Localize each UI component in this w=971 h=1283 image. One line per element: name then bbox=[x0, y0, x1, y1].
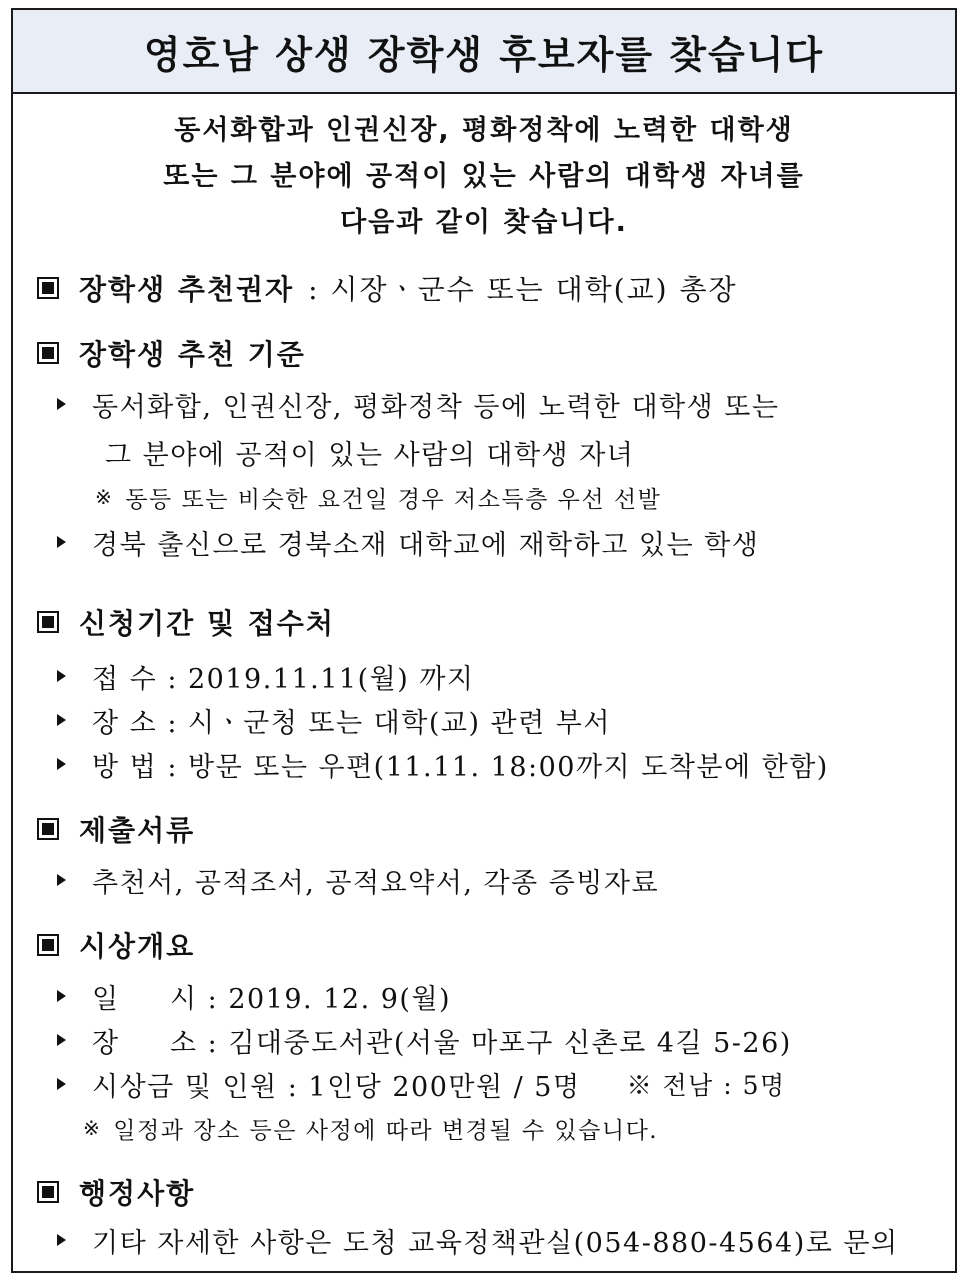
note-mark: ※ bbox=[83, 1116, 102, 1140]
item-text: 그 분야에 공적이 있는 사람의 대학생 자녀 bbox=[105, 439, 635, 471]
section-application bbox=[37, 602, 335, 642]
page-title: 영호남 상생 장학생 후보자를 찾습니다 bbox=[143, 32, 825, 77]
intro-line: 동서화합과 인권신장, 평화정착에 노력한 대학생 bbox=[174, 115, 794, 146]
square-bullet-icon bbox=[37, 277, 59, 299]
item-text: 동서화합, 인권신장, 평화정착 등에 노력한 대학생 또는 bbox=[92, 391, 780, 423]
list-item bbox=[57, 744, 829, 784]
triangle-bullet-icon bbox=[57, 758, 66, 770]
triangle-bullet-icon bbox=[57, 670, 66, 682]
square-bullet-icon bbox=[37, 1181, 59, 1203]
triangle-bullet-icon bbox=[57, 398, 66, 410]
square-bullet-icon bbox=[37, 342, 59, 364]
section-documents bbox=[37, 809, 195, 849]
list-item-continuation bbox=[105, 432, 634, 472]
item-text: 경북 출신으로 경북소재 대학교에 재학하고 있는 학생 bbox=[92, 529, 760, 561]
section-title: 제출서류 bbox=[79, 814, 196, 847]
list-item bbox=[57, 1220, 899, 1260]
note-mark: ※ bbox=[95, 485, 114, 509]
triangle-bullet-icon bbox=[57, 990, 66, 1002]
square-bullet-icon bbox=[37, 818, 59, 840]
triangle-bullet-icon bbox=[57, 536, 66, 548]
item-text: 장 소 : 김대중도서관(서울 마포구 신촌로 4길 5-26) bbox=[92, 1027, 792, 1059]
square-bullet-icon bbox=[37, 934, 59, 956]
section-value: : 시장ㆍ군수 또는 대학(교) 총장 bbox=[308, 273, 738, 306]
section-award bbox=[37, 925, 195, 965]
section-admin bbox=[37, 1172, 195, 1212]
list-item bbox=[57, 522, 759, 562]
item-text: 시상금 및 인원 : 1인당 200만원 / 5명 bbox=[92, 1071, 581, 1103]
intro-line: 다음과 같이 찾습니다. bbox=[340, 207, 628, 238]
triangle-bullet-icon bbox=[57, 1078, 66, 1090]
section-title: 장학생 추천 기준 bbox=[79, 338, 306, 371]
title-band bbox=[13, 10, 955, 94]
intro-paragraph bbox=[13, 108, 955, 246]
section-recommender bbox=[37, 268, 738, 308]
intro-line: 또는 그 분야에 공적이 있는 사람의 대학생 자녀를 bbox=[163, 161, 805, 192]
item-text: 일 시 : 2019. 12. 9(월) bbox=[92, 983, 452, 1015]
square-bullet-icon bbox=[37, 611, 59, 633]
triangle-bullet-icon bbox=[57, 874, 66, 886]
prize-note: ※ 전남 : 5명 bbox=[626, 1071, 786, 1100]
section-criteria bbox=[37, 333, 306, 373]
list-item bbox=[57, 1020, 792, 1060]
list-item bbox=[57, 384, 779, 424]
list-item bbox=[57, 1064, 786, 1104]
section-title: 시상개요 bbox=[79, 930, 196, 963]
award-note bbox=[83, 1110, 658, 1146]
section-title: 장학생 추천권자 bbox=[79, 273, 295, 306]
list-item bbox=[57, 860, 659, 900]
note-text: 동등 또는 비슷한 요건일 경우 저소득층 우선 선발 bbox=[125, 486, 662, 513]
item-text: 접 수 : 2019.11.11(월) 까지 bbox=[92, 663, 475, 695]
criteria-note bbox=[95, 479, 661, 515]
list-item bbox=[57, 656, 475, 696]
note-text: 일정과 장소 등은 사정에 따라 변경될 수 있습니다. bbox=[113, 1117, 659, 1144]
item-text: 장 소 : 시ㆍ군청 또는 대학(교) 관련 부서 bbox=[92, 707, 611, 739]
section-title: 행정사항 bbox=[79, 1177, 196, 1210]
triangle-bullet-icon bbox=[57, 1234, 66, 1246]
list-item bbox=[57, 700, 611, 740]
triangle-bullet-icon bbox=[57, 1034, 66, 1046]
notice-frame bbox=[11, 8, 957, 1273]
item-text: 추천서, 공적조서, 공적요약서, 각종 증빙자료 bbox=[92, 867, 660, 899]
item-text: 기타 자세한 사항은 도청 교육정책관실(054-880-4564)로 문의 bbox=[92, 1227, 899, 1259]
triangle-bullet-icon bbox=[57, 714, 66, 726]
item-text: 방 법 : 방문 또는 우편(11.11. 18:00까지 도착분에 한함) bbox=[92, 751, 829, 783]
section-title: 신청기간 및 접수처 bbox=[79, 607, 335, 640]
list-item bbox=[57, 976, 451, 1016]
